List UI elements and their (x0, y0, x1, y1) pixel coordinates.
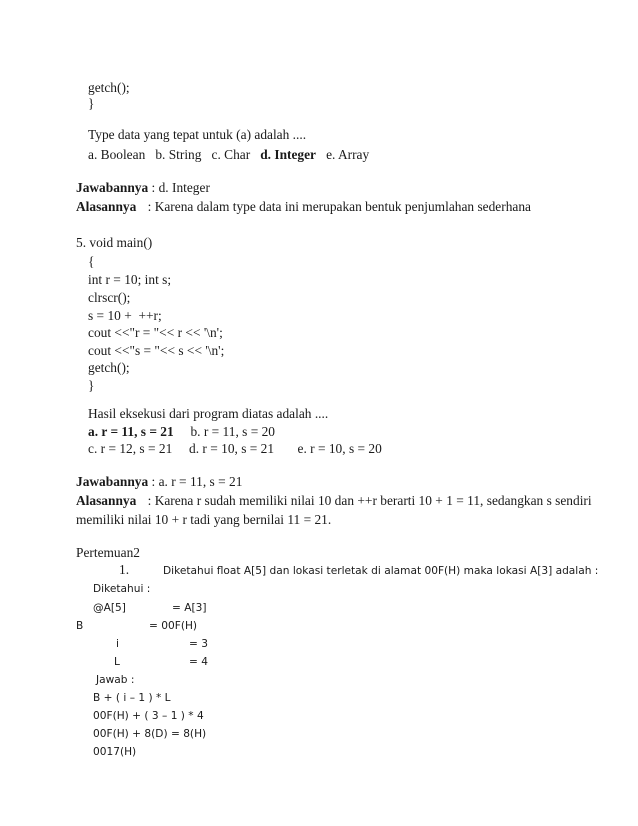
answer-label: Jawabannya (76, 474, 149, 489)
answer-line (76, 180, 210, 196)
calc-line-3: 00F(H) + 8(D) = 8(H) (93, 728, 207, 740)
question-text-sans: Diketahui float A[5] dan lokasi terletak di alamat 00F(H) maka lokasi A[3] adalah : (163, 565, 599, 577)
given-row-2-right: = 00F(H) (149, 620, 198, 632)
option-b: b. String (155, 147, 202, 162)
question-text: Type data yang tepat untuk (a) adalah .... (88, 127, 307, 142)
given-row-2-left: B (76, 620, 84, 632)
answer-line-2 (76, 474, 242, 490)
section-title: Pertemuan2 (76, 545, 140, 560)
reason-label: Alasannya (76, 493, 137, 508)
code-line-7: cout <<"s = "<< s << '\n'; (88, 343, 225, 358)
given-row-1-right: = A[3] (172, 602, 207, 614)
reason-text: : Karena dalam type data ini merupakan bentuk penjumlahan sederhana (144, 199, 531, 214)
question-number: 1. (119, 562, 130, 577)
given-row-3-left: i (116, 638, 119, 650)
answer-text: : a. r = 11, s = 21 (148, 474, 243, 489)
given-row-4-left: L (114, 656, 120, 668)
option-d-correct: d. Integer (260, 147, 317, 162)
jawab-label: Jawab : (96, 674, 135, 686)
option-a-correct: a. r = 11, s = 21 (88, 424, 174, 439)
code-line-9: } (88, 378, 95, 393)
code-close-brace: } (88, 96, 95, 111)
option-c: c. r = 12, s = 21 (88, 441, 173, 456)
options-line-2 (88, 441, 382, 457)
option-e: e. Array (326, 147, 370, 162)
given-row-4-right: = 4 (189, 656, 208, 668)
code-line-8: getch(); (88, 360, 130, 375)
reason-line-2 (76, 493, 592, 509)
option-e: e. r = 10, s = 20 (297, 441, 382, 456)
option-c: c. Char (211, 147, 251, 162)
code-line-2: { (88, 254, 95, 269)
answer-text: : d. Integer (148, 180, 210, 195)
reason-line (76, 199, 531, 215)
options-line (88, 147, 369, 163)
reason-continuation: memiliki nilai 10 + r tadi yang bernilai 11 = 21. (76, 512, 332, 527)
options-line-1 (88, 424, 275, 440)
code-line-4: clrscr(); (88, 290, 131, 305)
given-row-3-right: = 3 (189, 638, 208, 650)
given-row-1-left: @A[5] (93, 602, 126, 614)
option-b: b. r = 11, s = 20 (190, 424, 275, 439)
reason-label: Alasannya (76, 199, 137, 214)
code-line-6: cout <<"r = "<< r << '\n'; (88, 325, 223, 340)
option-a: a. Boolean (88, 147, 146, 162)
option-d: d. r = 10, s = 21 (189, 441, 275, 456)
answer-label: Jawabannya (76, 180, 149, 195)
calc-line-2: 00F(H) + ( 3 – 1 ) * 4 (93, 710, 204, 722)
diketahui-label: Diketahui : (93, 583, 151, 595)
question-5-text: Hasil eksekusi dari program diatas adalah .... (88, 406, 329, 421)
code-line-5: s = 10 + ++r; (88, 308, 162, 323)
code-getch: getch(); (88, 80, 130, 95)
reason-text: : Karena r sudah memiliki nilai 10 dan ++r berarti 10 + 1 = 11, sedangkan s sendiri (144, 493, 592, 508)
calc-line-1: B + ( i – 1 ) * L (93, 692, 171, 704)
code-line-1: 5. void main() (76, 235, 153, 250)
calc-line-4: 0017(H) (93, 746, 137, 758)
code-line-3: int r = 10; int s; (88, 272, 172, 287)
